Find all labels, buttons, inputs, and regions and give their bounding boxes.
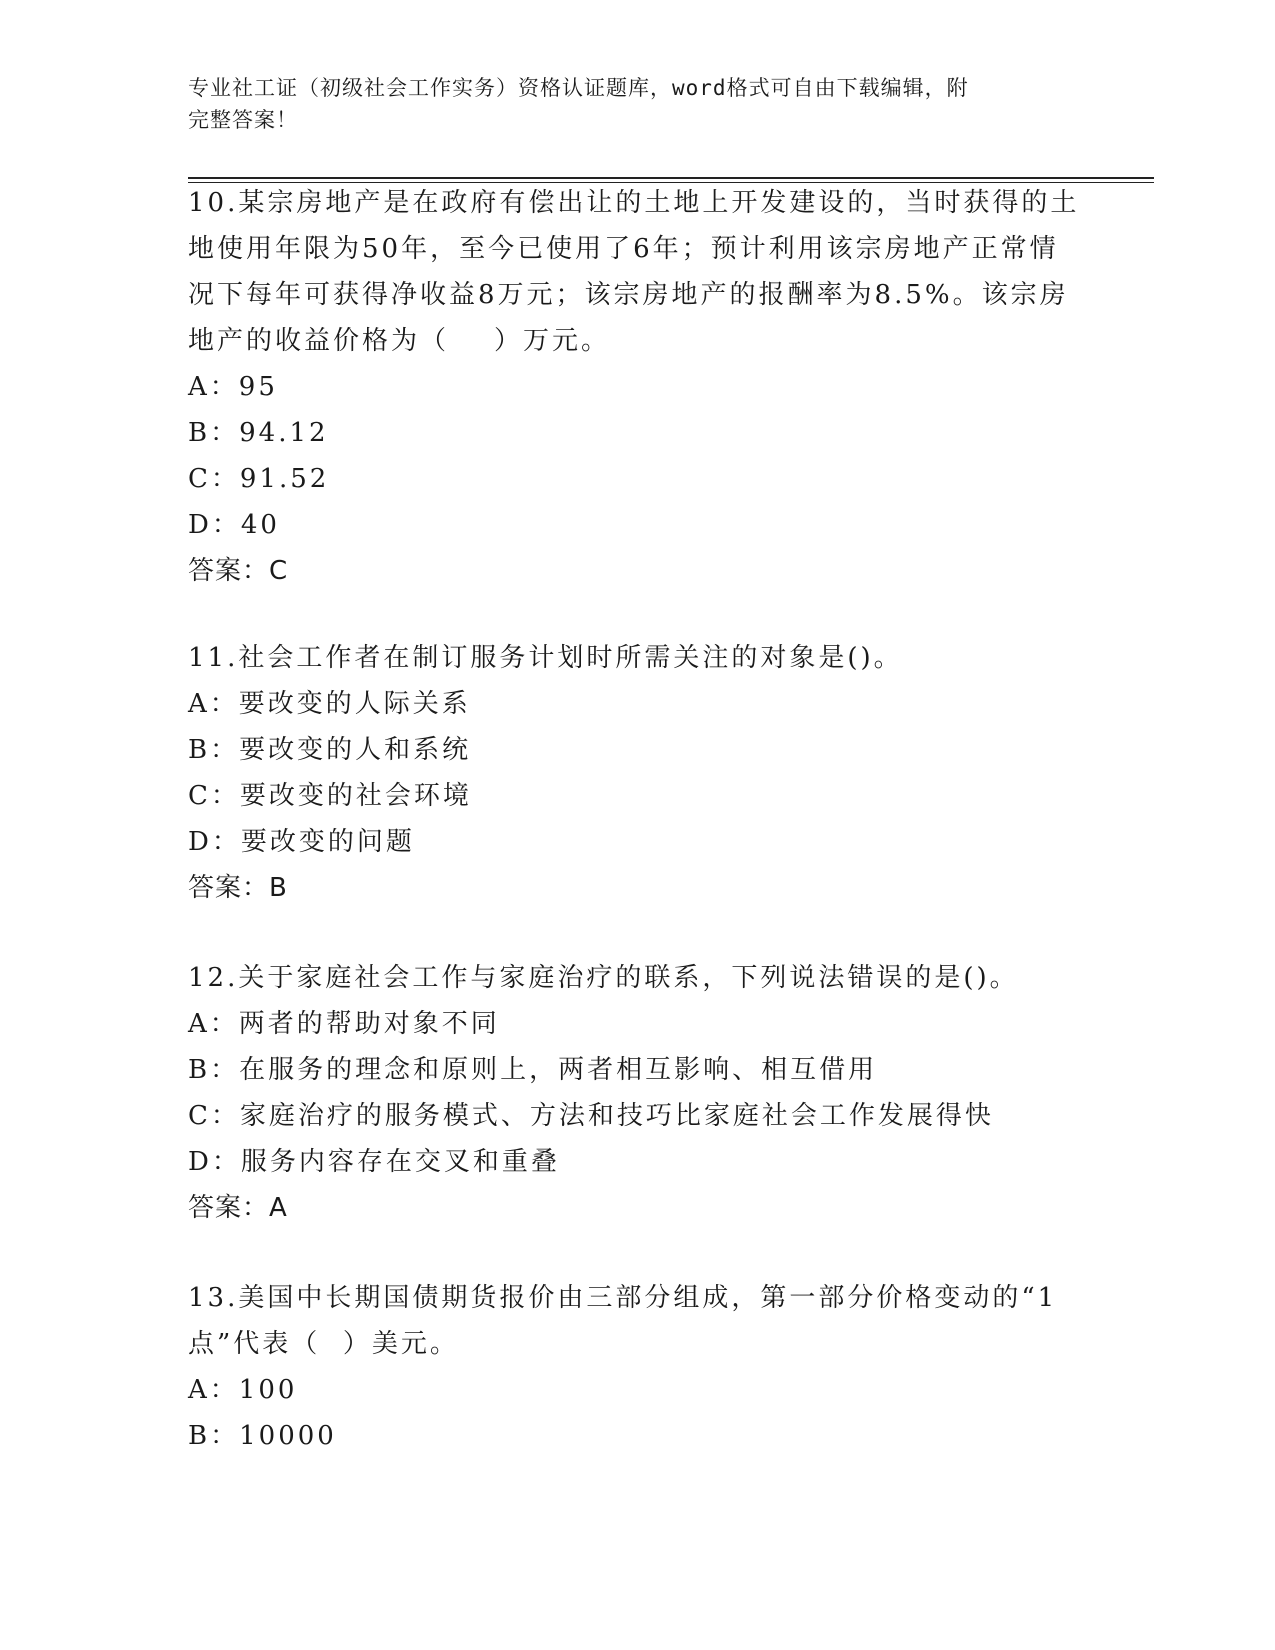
question-stem-line: 点”代表（ ）美元。: [188, 1329, 459, 1359]
answer-line: 答案：A: [188, 1193, 288, 1223]
header-line-1: 专业社工证（初级社会工作实务）资格认证题库，word格式可自由下载编辑，附: [188, 76, 969, 100]
option-c: C：要改变的社会环境: [188, 781, 472, 811]
question-stem-line: 况下每年可获得净收益8万元；该宗房地产的报酬率为8.5%。该宗房: [188, 280, 1069, 310]
header-divider-thick: [188, 177, 1154, 179]
question-11: [188, 635, 1088, 911]
question-stem-line: 13.美国中长期国债期货报价由三部分组成，第一部分价格变动的“1: [188, 1283, 1058, 1313]
question-stem-line: 10.某宗房地产是在政府有偿出让的土地上开发建设的，当时获得的土: [188, 188, 1080, 218]
option-d: D：40: [188, 510, 280, 540]
question-13: [188, 1275, 1088, 1459]
option-a: A：95: [188, 372, 278, 402]
document-header: [188, 72, 1088, 136]
option-a: A：要改变的人际关系: [188, 689, 471, 719]
answer-line: 答案：C: [188, 556, 289, 586]
option-b: B：在服务的理念和原则上，两者相互影响、相互借用: [188, 1055, 878, 1085]
header-line-2: 完整答案！: [188, 108, 298, 132]
option-b: B：要改变的人和系统: [188, 735, 472, 765]
option-b: B：94.12: [188, 418, 329, 448]
question-12: [188, 955, 1088, 1231]
answer-line: 答案：B: [188, 873, 288, 903]
option-d: D：服务内容存在交叉和重叠: [188, 1147, 560, 1177]
option-b: B：10000: [188, 1421, 337, 1451]
question-10: [188, 180, 1088, 594]
question-stem-line: 11.社会工作者在制订服务计划时所需关注的对象是()。: [188, 643, 903, 673]
option-c: C：91.52: [188, 464, 330, 494]
question-stem-line: 地使用年限为50年，至今已使用了6年；预计利用该宗房地产正常情: [188, 234, 1059, 264]
option-c: C：家庭治疗的服务模式、方法和技巧比家庭社会工作发展得快: [188, 1101, 994, 1131]
option-a: A：100: [188, 1375, 298, 1405]
question-stem-line: 12.关于家庭社会工作与家庭治疗的联系，下列说法错误的是()。: [188, 963, 1019, 993]
option-a: A：两者的帮助对象不同: [188, 1009, 500, 1039]
question-stem-line: 地产的收益价格为（ ）万元。: [188, 326, 611, 356]
option-d: D：要改变的问题: [188, 827, 415, 857]
